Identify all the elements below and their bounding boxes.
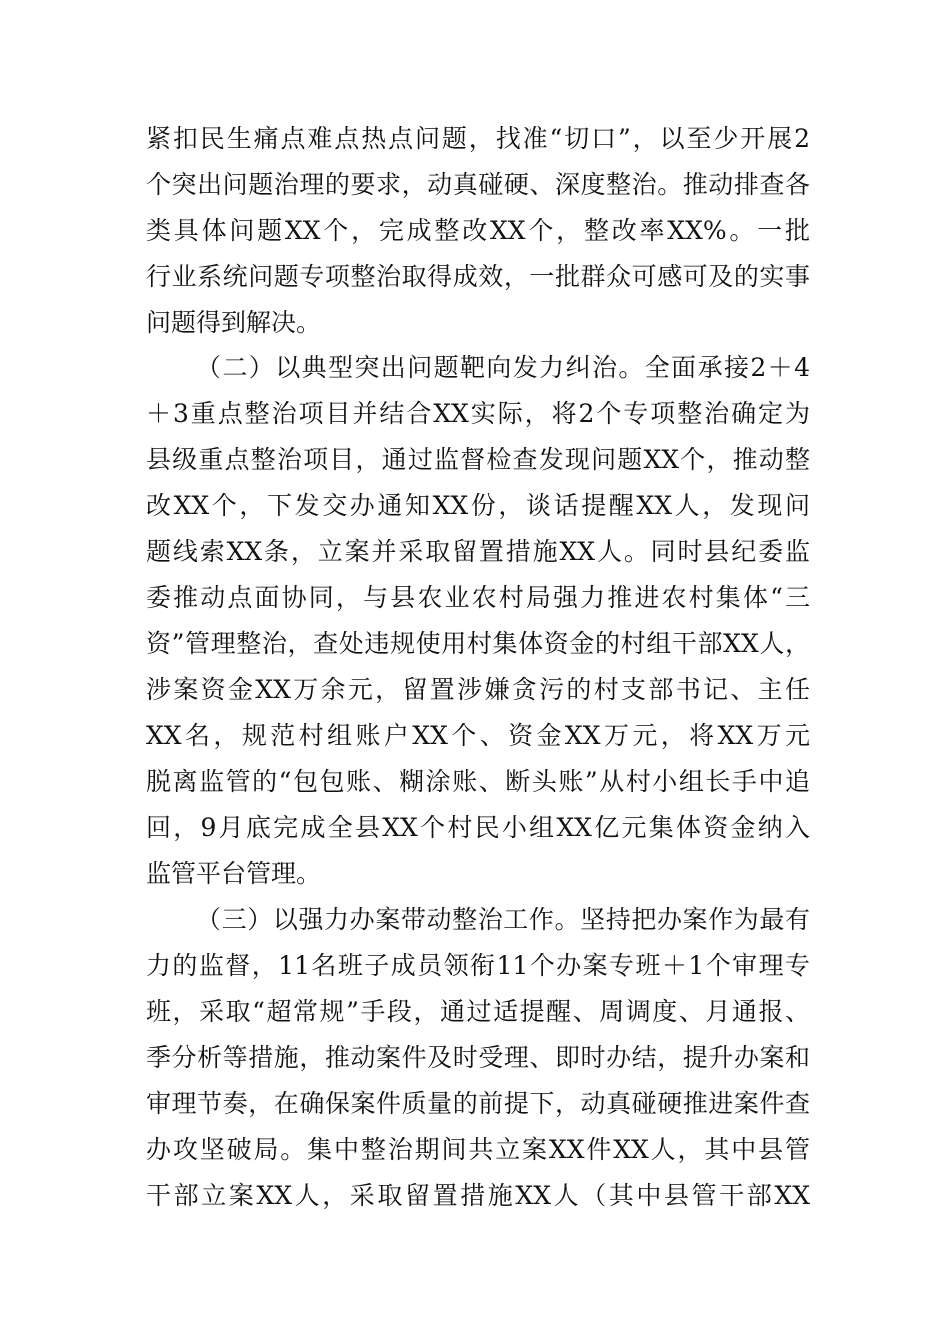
text-line: 紧扣民生痛点难点热点问题，找准“切口”，以至少开展2 (146, 124, 810, 153)
text-line: 办攻坚破局。集中整治期间共立案XX件XX人，其中县管 (146, 1135, 810, 1164)
text-line: ＋3重点整治项目并结合XX实际，将2个专项整治确定为 (146, 399, 810, 428)
text-line: 资”管理整治，查处违规使用村集体资金的村组干部XX人， (146, 629, 810, 658)
text-line: 改XX个，下发交办通知XX份，谈话提醒XX人，发现问 (146, 491, 810, 520)
text-line: 季分析等措施，推动案件及时受理、即时办结，提升办案和 (146, 1043, 810, 1072)
text-line: XX名，规范村组账户XX个、资金XX万元，将XX万元 (146, 721, 810, 750)
text-line: 题线索XX条，立案并采取留置措施XX人。同时县纪委监 (146, 537, 810, 566)
text-line: 涉案资金XX万余元，留置涉嫌贪污的村支部书记、主任 (146, 675, 810, 704)
paragraph-heading-line: （二）以典型突出问题靶向发力纠治。全面承接2＋4 (196, 353, 810, 382)
text-line: 干部立案XX人，采取留置措施XX人（其中县管干部XX (146, 1181, 810, 1210)
text-line: 力的监督，11名班子成员领衔11个办案专班＋1个审理专 (146, 951, 810, 980)
text-line: 审理节奏，在确保案件质量的前提下，动真碰硬推进案件查 (146, 1089, 810, 1118)
text-line: 行业系统问题专项整治取得成效，一批群众可感可及的实事 (146, 262, 810, 291)
text-line: 县级重点整治项目，通过监督检查发现问题XX个，推动整 (146, 445, 810, 474)
text-line (146, 1220, 810, 1264)
text-line: 个突出问题治理的要求，动真碰硬、深度整治。推动排查各 (146, 170, 810, 199)
text-line: 问题得到解决。 (146, 308, 322, 337)
text-line: 脱离监管的“包包账、糊涂账、断头账”从村小组长手中追 (146, 767, 810, 796)
text-line: 班，采取“超常规”手段，通过适提醒、周调度、月通报、 (146, 997, 810, 1026)
text-line: 委推动点面协同，与县农业农村局强力推进农村集体“三 (146, 583, 810, 612)
text-line: 回，9月底完成全县XX个村民小组XX亿元集体资金纳入 (146, 813, 810, 842)
text-line: 监管平台管理。 (146, 859, 322, 888)
text-line: 类具体问题XX个，完成整改XX个，整改率XX%。一批 (146, 216, 810, 245)
paragraph-heading-line: （三）以强力办案带动整治工作。坚持把办案作为最有 (196, 905, 810, 934)
